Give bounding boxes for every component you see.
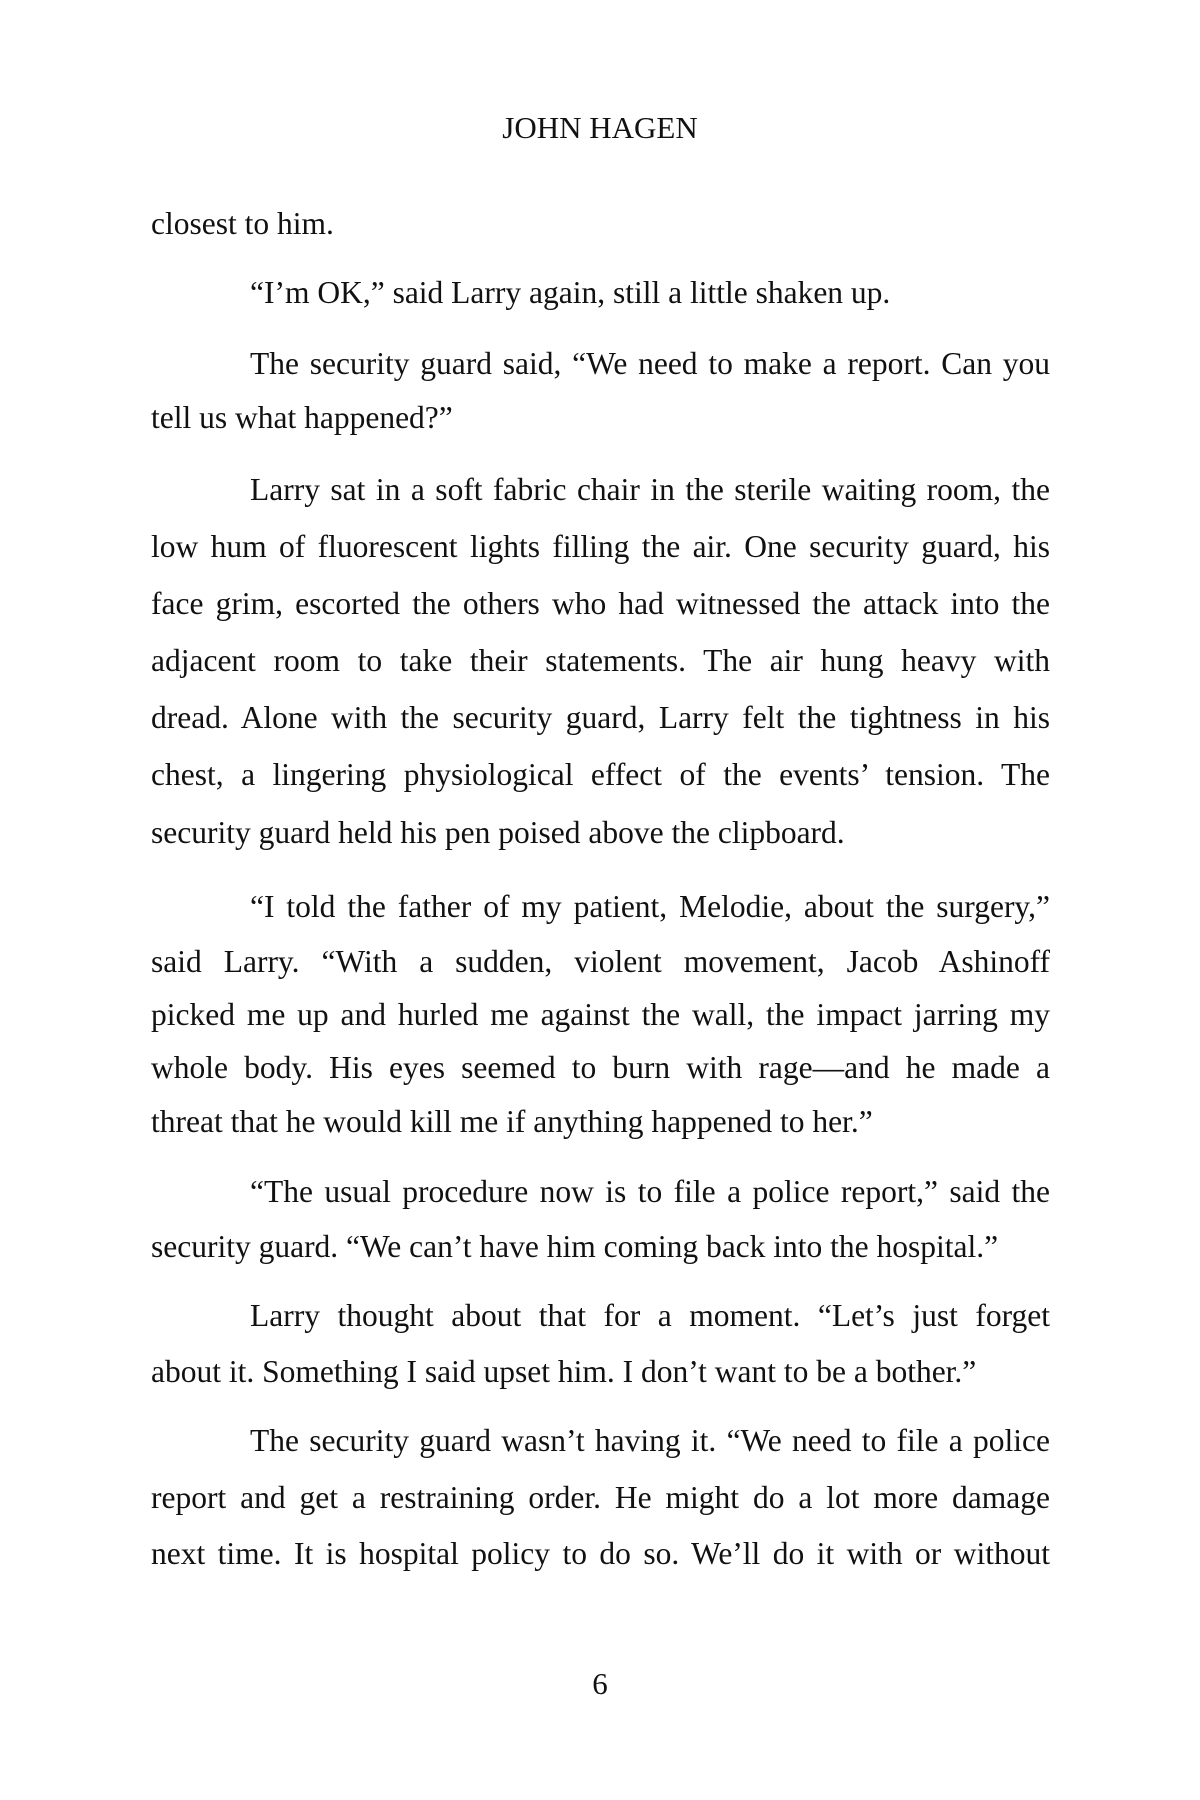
- paragraph-line: low hum of fluorescent lights filling the air. One security guard, his: [151, 529, 1050, 564]
- paragraph-line: tell us what happened?”: [151, 400, 453, 435]
- paragraph-line: face grim, escorted the others who had witnessed the attack into the: [151, 586, 1050, 621]
- running-head: JOHN HAGEN: [502, 110, 698, 145]
- paragraph-line: security guard. “We can’t have him coming back into the hospital.”: [151, 1229, 999, 1264]
- paragraph-line: picked me up and hurled me against the wall, the impact jarring my: [151, 997, 1050, 1032]
- paragraph-line: security guard held his pen poised above the clipboard.: [151, 815, 845, 850]
- paragraph-line: dread. Alone with the security guard, Larry felt the tightness in his: [151, 700, 1050, 735]
- paragraph-line: report and get a restraining order. He might do a lot more damage: [151, 1480, 1050, 1515]
- paragraph-line: about it. Something I said upset him. I don’t want to be a bother.”: [151, 1354, 977, 1389]
- paragraph-line: closest to him.: [151, 206, 334, 241]
- paragraph-line: “I told the father of my patient, Melodie, about the surgery,”: [250, 889, 1050, 924]
- paragraph-line: “I’m OK,” said Larry again, still a little shaken up.: [250, 275, 891, 310]
- paragraph-line: next time. It is hospital policy to do so. We’ll do it with or without: [151, 1536, 1050, 1571]
- paragraph-line: “The usual procedure now is to file a police report,” said the: [250, 1174, 1050, 1209]
- paragraph-line: threat that he would kill me if anything happened to her.”: [151, 1104, 873, 1139]
- paragraph-line: chest, a lingering physiological effect of the events’ tension. The: [151, 757, 1050, 792]
- paragraph-line: whole body. His eyes seemed to burn with rage—and he made a: [151, 1050, 1050, 1085]
- paragraph-line: adjacent room to take their statements. The air hung heavy with: [151, 643, 1050, 678]
- page-number: 6: [592, 1666, 608, 1701]
- paragraph-line: said Larry. “With a sudden, violent movement, Jacob Ashinoff: [151, 944, 1050, 979]
- paragraph-line: Larry sat in a soft fabric chair in the sterile waiting room, the: [250, 472, 1050, 507]
- paragraph-line: The security guard wasn’t having it. “We need to file a police: [250, 1423, 1050, 1458]
- paragraph-line: Larry thought about that for a moment. “Let’s just forget: [250, 1298, 1050, 1333]
- paragraph-line: The security guard said, “We need to make a report. Can you: [250, 346, 1050, 381]
